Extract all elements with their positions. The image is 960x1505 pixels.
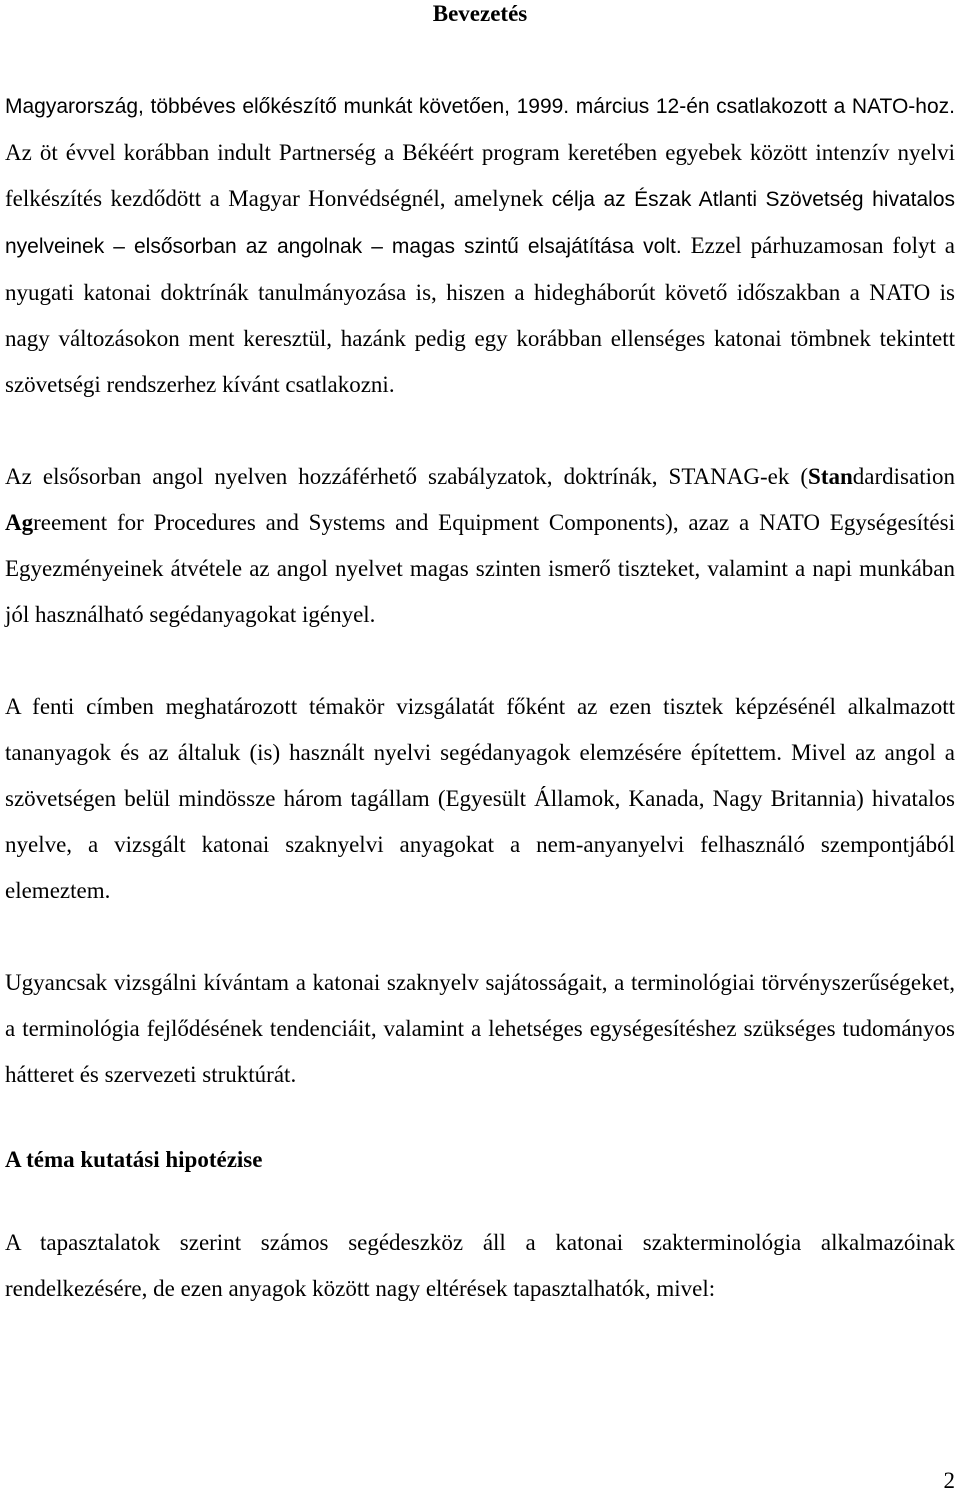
paragraph-stanag-mid: dardisation xyxy=(852,464,955,489)
paragraph-intro-sans: Magyarország, többéves előkészítő munkát követően, 1999. március 12-én csatlakozott a NATO-hoz. xyxy=(5,95,955,118)
paragraph-scope: A fenti címben meghatározott témakör vizsgálatát főként az ezen tisztek képzésénél alkalmazott tananyagok és az általuk (is) használt nyelvi segédanyagok elemzésére építettem. Mivel az angol a szövetségen belül mindössze három tagállam (Egyesült Államok, Kanada, Nagy Britannia) hivatalos nyelve, a vizsgált katonai szaknyelvi anyagokat a nem-anyanyelvi felhasználó szempontjából elemeztem. xyxy=(5,694,955,903)
paragraph-aims: Ugyancsak vizsgálni kívántam a katonai szaknyelv sajátosságait, a terminológiai törvényszerűségeket, a terminológia fejlődésének tendenciáit, valamint a lehetséges egységesítéshez szükséges tudományos hátteret és szervezeti struktúrát. xyxy=(5,970,955,1087)
paragraph-intro-serif: Az öt évvel korábban indult Partnerség a Békéért program keretében egyebek között intenzív nyelvi felkészítés kezdődött a Magyar Honvédségnél, amelynek xyxy=(5,140,955,211)
paragraph-intro xyxy=(5,83,955,408)
paragraph-intro-sans-2: célja az Észak Atlanti Szövetség hivatalos nyelveinek – elsősorban az angolnak – magas szintű elsajátítása volt. xyxy=(5,188,955,258)
paragraph-hypothesis: A tapasztalatok szerint számos segédeszköz áll a katonai szakterminológia alkalmazóinak rendelkezésére, de ezen anyagok között nagy eltérések tapasztalhatók, mivel: xyxy=(5,1230,955,1301)
paragraph-stanag-bold-stan: Stan xyxy=(808,464,853,489)
paragraph-intro-serif-2: Ezzel párhuzamosan folyt a nyugati katonai doktrínák tanulmányozása is, hiszen a hidegháborút követő időszakban a NATO is nagy változásokon ment keresztül, hazánk pedig egy korábban ellenséges katonai tömbnek tekintett szövetségi rendszerhez kívánt csatlakozni. xyxy=(5,233,956,397)
paragraph-stanag-rest: reement for Procedures and Systems and Equipment Components), azaz a NATO Egységesítési Egyezményeinek átvétele az angol nyelvet magas szinten ismerő tiszteket, valamint a napi munkában jól használható segédanyagokat igényel. xyxy=(5,510,955,627)
page-title: Bevezetés xyxy=(432,1,528,26)
paragraph-stanag-bold-ag: Ag xyxy=(5,510,34,535)
paragraph-stanag-lead: Az elsősorban angol nyelven hozzáférhető szabályzatok, doktrínák, STANAG-ek ( xyxy=(5,464,809,489)
page-number: 2 xyxy=(943,1468,955,1493)
document-page xyxy=(5,0,955,1312)
section-heading-hypothesis: A téma kutatási hipotézise xyxy=(5,1147,263,1172)
paragraph-stanag xyxy=(5,454,955,638)
